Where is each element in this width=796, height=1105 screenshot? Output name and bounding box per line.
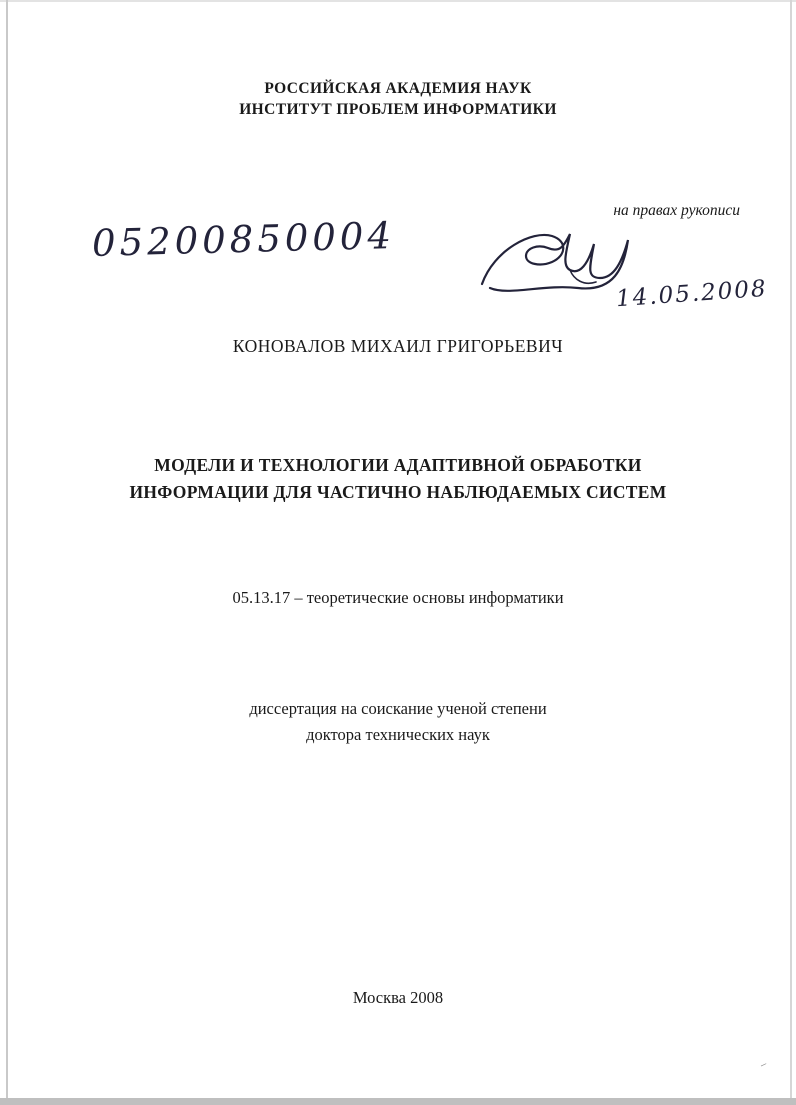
dissertation-title <box>0 452 796 506</box>
stray-scan-mark: ⸍ <box>757 1059 769 1075</box>
organization-header <box>0 78 796 120</box>
manuscript-rights-note: на правах рукописи <box>613 202 740 219</box>
handwritten-date: 14.05.2008 <box>615 275 769 313</box>
handwritten-signature-flourish <box>474 222 639 308</box>
dissertation-title-line-1: МОДЕЛИ И ТЕХНОЛОГИИ АДАПТИВНОЙ ОБРАБОТКИ <box>154 455 642 475</box>
organization-line-2: ИНСТИТУТ ПРОБЛЕМ ИНФОРМАТИКИ <box>239 101 557 118</box>
organization-line-1: РОССИЙСКАЯ АКАДЕМИЯ НАУК <box>264 80 532 97</box>
degree-statement-line-1: диссертация на соискание ученой степени <box>249 699 547 718</box>
degree-statement-line-2: доктора технических наук <box>306 725 490 744</box>
city-and-year: Москва 2008 <box>352 988 444 1007</box>
dissertation-title-line-2: ИНФОРМАЦИИ ДЛЯ ЧАСТИЧНО НАБЛЮДАЕМЫХ СИСТЕМ <box>129 482 667 502</box>
handwritten-inventory-number: 05200850004 <box>91 214 396 265</box>
scan-edge-left <box>6 0 8 1105</box>
signature-icon <box>474 222 639 308</box>
author-name: КОНОВАЛОВ МИХАИЛ ГРИГОРЬЕВИЧ <box>232 336 564 356</box>
specialty-code-line: 05.13.17 – теоретические основы информатики <box>232 588 564 607</box>
scan-edge-top <box>0 0 796 2</box>
scan-edge-bottom <box>0 1098 796 1105</box>
degree-statement <box>0 696 796 748</box>
scan-edge-right <box>790 0 792 1105</box>
